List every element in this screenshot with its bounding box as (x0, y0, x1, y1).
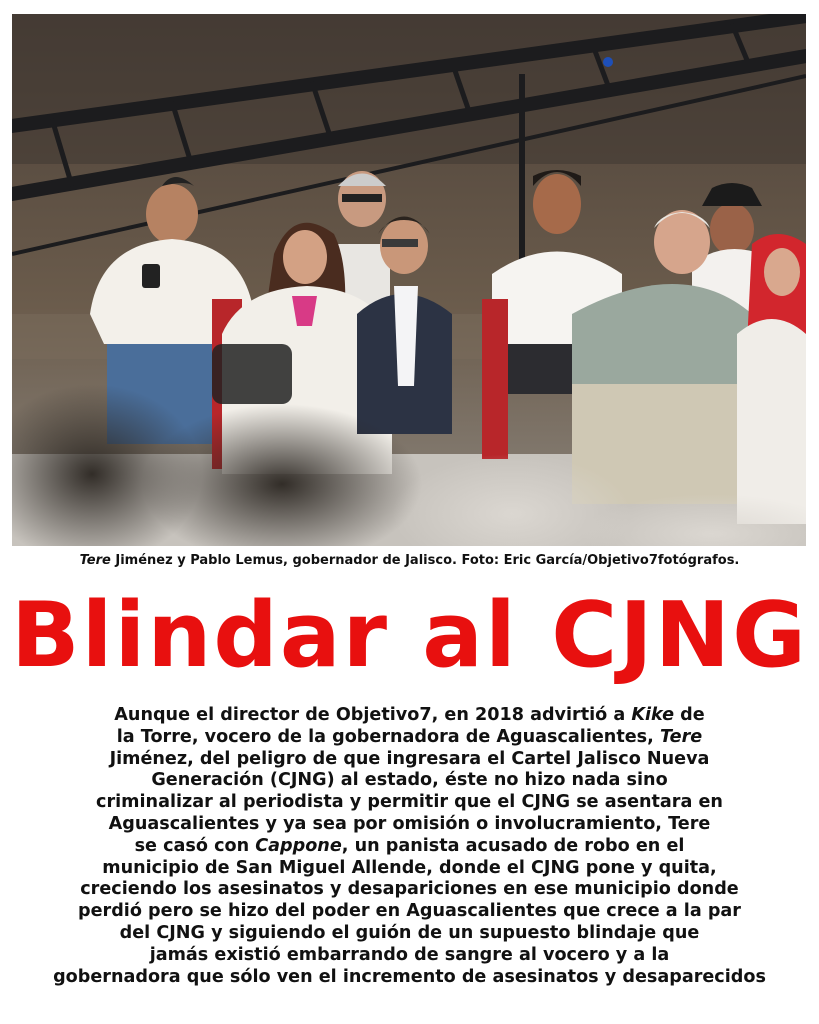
article-line (8, 836, 811, 858)
article-text: la Torre, vocero de la gobernadora de Aguascalientes, (116, 726, 660, 747)
article-text: Jiménez, del peligro de que ingresara el Cartel Jalisco Nueva (109, 748, 710, 769)
caption-text: Jiménez y Pablo Lemus, gobernador de Jalisco. Foto: Eric García/Objetivo7fotógrafos. (110, 553, 740, 568)
headline: Blindar al CJNG (11, 583, 808, 688)
article-text: del CJNG y siguiendo el guión de un supuesto blindaje que (119, 922, 700, 943)
article-text: perdió pero se hizo del poder en Aguascalientes que crece a la par (78, 901, 741, 922)
news-photo (12, 14, 806, 546)
article-text: Aunque el director de Objetivo7, en 2018 advirtió a (114, 705, 632, 725)
article-line (8, 727, 811, 749)
article-line (8, 901, 811, 923)
article-body (8, 705, 811, 988)
article-text: Aguascalientes y ya sea por omisión o involucramiento, Tere (108, 813, 711, 834)
article-line (8, 967, 811, 989)
article-line (8, 792, 811, 814)
article-line (8, 923, 811, 945)
article-line (8, 814, 811, 836)
article-line (8, 705, 811, 727)
article-text: , un panista acusado de robo en el (341, 835, 685, 856)
article-text: jamás existió embarrando de sangre al vocero y a la (149, 944, 670, 965)
article-italic-name: Kike (631, 705, 675, 725)
article-text: municipio de San Miguel Allende, donde el CJNG pone y quita, (102, 857, 717, 878)
article-line (8, 749, 811, 771)
photo-caption (0, 553, 819, 568)
article-italic-name: Tere (659, 726, 703, 747)
article-text: se casó con (134, 835, 256, 856)
article-line (8, 858, 811, 880)
article-text: criminalizar al periodista y permitir que el CJNG se asentara en (96, 792, 723, 813)
article-line (8, 879, 811, 901)
article-line (8, 770, 811, 792)
caption-name-italic: Tere (79, 553, 111, 568)
article-line (8, 945, 811, 967)
article-text: creciendo los asesinatos y desapariciones en ese municipio donde (80, 879, 739, 900)
photo-illustration (12, 14, 806, 546)
article-text: Generación (CJNG) al estado, éste no hizo nada sino (151, 770, 668, 791)
article-italic-name: Cappone (255, 835, 342, 856)
article-text: de (674, 705, 705, 725)
article-text: gobernadora que sólo ven el incremento de asesinatos y desaparecidos (53, 966, 766, 987)
